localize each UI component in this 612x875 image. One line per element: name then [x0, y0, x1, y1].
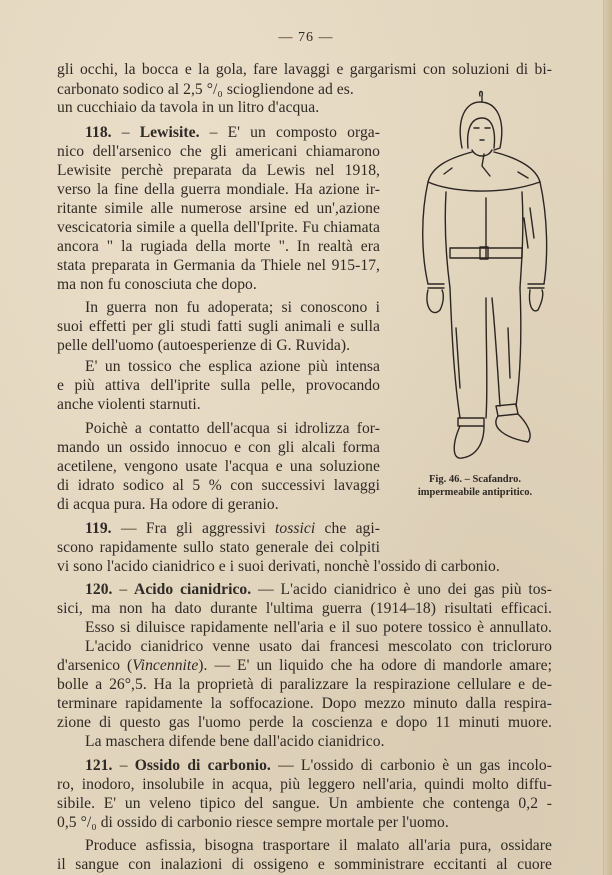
- text-line: acetilene, vengono usate l'acqua e una soluzione: [57, 458, 380, 475]
- text-line: sici, ma non ha dato durante l'ultima guerra (1914–18) risultati efficaci.: [57, 600, 552, 617]
- text-line: In guerra non fu adoperata; si conoscono i: [85, 299, 380, 316]
- text-line: ritante simile alle numerose arsine ed un',azione: [57, 200, 380, 217]
- text-line: Produce asfissia, bisogna trasportare il malato all'aria pura, ossidare: [85, 837, 552, 854]
- text-line: [57, 656, 552, 675]
- text-line: vescicatoria simile a quella dell'Iprite. Fu chiamata: [57, 219, 380, 236]
- section-number: 121.: [85, 757, 113, 774]
- caption-line: Fig. 46. – Scafandro.: [429, 474, 521, 485]
- text-line: un cucchiaio da tavola in un litro d'acqua.: [57, 99, 320, 116]
- text-line: bolle a 26°,5. Ha la proprietà di paralizzare la respirazione cellulare e de-: [57, 676, 552, 693]
- section-118-heading: 118. – Lewisite. – E' un composto orga-: [85, 124, 380, 141]
- page-edge-shadow: [604, 0, 612, 875]
- section-120-heading: 120. – Acido cianidrico. — L'acido cianidrico è uno dei gas più tos-: [85, 581, 552, 598]
- text-line: di acqua pura. Ha odore di geranio.: [57, 496, 279, 513]
- cape: [428, 152, 540, 191]
- text-line: ro, inodoro, insolubile in acqua, più leggero nell'aria, quindi molto diffu-: [57, 776, 552, 793]
- text-line: verso la fine della guerra mondiale. Ha azione ir-: [57, 181, 380, 198]
- figure-46-illustration: [410, 88, 560, 473]
- text-line: carbonato sodico al 2,5 °/₀ sciogliendone ad es.: [57, 81, 354, 98]
- text-line: scono rapidamente sullo stato generale dei colpiti: [57, 539, 380, 556]
- text-line: di idrato sodico al 5 % con successivi lavaggi: [57, 477, 380, 494]
- caption-line: impermeabile antipritico.: [417, 487, 533, 498]
- italic-term: Vincennite: [132, 657, 199, 674]
- face: [472, 128, 492, 156]
- text-line: La maschera difende bene dall'acido cianidrico.: [85, 733, 385, 750]
- section-number: 119.: [85, 520, 112, 537]
- section-title: Ossido di carbonio.: [134, 757, 271, 774]
- text-line: pelle dell'uomo (autoesperienze di G. Ruvida).: [57, 337, 351, 354]
- hood: [460, 92, 502, 151]
- section-121-heading: 121. – Ossido di carbonio. — L'ossido di carbonio è un gas incolo-: [85, 757, 552, 774]
- page-number: — 76 —: [278, 30, 334, 45]
- text-line: sibile. E' un veleno tipico del sangue. Un ambiente che contenga 0,2 -: [57, 795, 552, 812]
- text-span: — Fra gli aggressivi: [120, 520, 266, 537]
- text-line: terminare rapidamente la soffocazione. Dopo mezzo minuto dalla respira-: [57, 695, 552, 712]
- text-span: — L'acido cianidrico è uno dei gas più tos-: [258, 581, 552, 598]
- section-title: Acido cianidrico.: [134, 581, 252, 598]
- text-line: il sangue con inalazioni di ossigeno e somministrare eccitanti al cuore: [57, 856, 552, 873]
- text-line: E' un tossico che esplica azione più intensa: [85, 358, 380, 375]
- text-line: e più attiva dell'iprite sulla pelle, provocando: [57, 377, 380, 394]
- text-line: 0,5 °/₀ di ossido di carbonio riesce sempre mortale per l'uomo.: [57, 814, 449, 831]
- text-line: suoi effetti per gli studi fatti sugli animali e sulla: [57, 318, 380, 335]
- text-line: Poichè a contatto dell'acqua si idrolizza for-: [85, 420, 380, 437]
- boots: [454, 404, 530, 458]
- section-number: 118.: [85, 124, 112, 141]
- text-span: che agi-: [324, 520, 381, 537]
- body: [423, 182, 547, 288]
- text-span: — L'ossido di carbonio è un gas incolo-: [278, 757, 552, 774]
- text-line: L'acido cianidrico venne usato dai francesi mescolato con tricloruro: [85, 638, 552, 655]
- text-line: gli occhi, la bocca e la gola, fare lavaggi e gargarismi con soluzioni di bi-: [57, 61, 552, 78]
- text-line: anche violenti starnuti.: [57, 396, 201, 413]
- figure-caption: [400, 473, 550, 499]
- section-119-heading: [57, 519, 380, 538]
- text-span: d'arsenico (: [57, 657, 133, 674]
- text-line: ancora " la rugiada della morte ". In realtà era: [57, 238, 380, 255]
- text-span: E' un composto orga-: [227, 124, 380, 141]
- text-line: nico dell'arsenico che gli americani chiamarono: [57, 143, 380, 160]
- section-number: 120.: [85, 581, 113, 598]
- legs: [450, 288, 521, 418]
- italic-term: tossici: [275, 520, 316, 537]
- text-line: Lewisite perchè preparata da Lewis nel 1918,: [57, 162, 380, 179]
- text-line: ma non fu conosciuta che dopo.: [57, 276, 257, 293]
- text-span: ). — E' un liquido che ha odore di mandorle amare;: [198, 657, 552, 674]
- section-title: Lewisite.: [139, 124, 200, 141]
- text-line: vi sono l'acido cianidrico e i suoi derivati, nonchè l'ossido di carbonio.: [57, 558, 500, 575]
- text-line: Esso si diluisce rapidamente nell'aria e il suo potere tossico è annullato.: [85, 619, 552, 636]
- text-line: mando un ossido innocuo e con gli alcali forma: [57, 439, 380, 456]
- text-line: stata preparata in Germania da Thiele nel 915-17,: [57, 257, 380, 274]
- text-line: zione di questo gas l'uomo perde la coscienza e dopo 11 minuti muore.: [57, 714, 552, 731]
